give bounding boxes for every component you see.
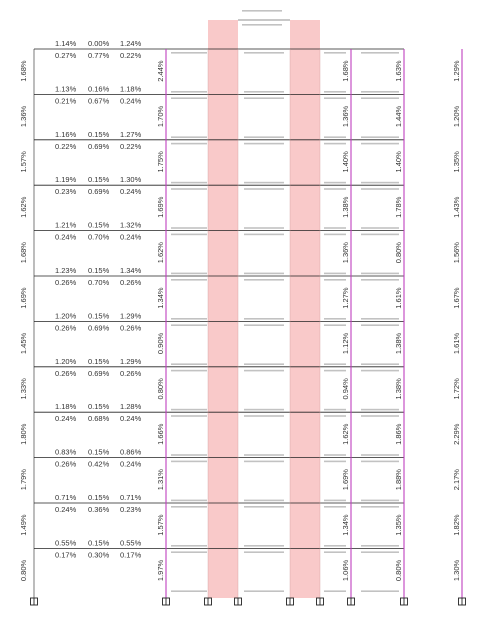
- tiny-annotation: [244, 370, 284, 372]
- tiny-annotation: [324, 279, 346, 281]
- tiny-annotation: [244, 188, 284, 190]
- tiny-annotation: [361, 136, 399, 138]
- column-ratio-mid: 1.75%: [156, 151, 165, 173]
- tiny-annotation: [171, 324, 207, 326]
- column-ratio-left: 1.68%: [19, 60, 28, 82]
- tiny-annotation: [244, 500, 284, 502]
- tiny-annotation: [242, 24, 282, 26]
- tiny-annotation: [361, 545, 399, 547]
- column-ratio-left: 1.33%: [19, 378, 28, 400]
- beam-top-ratio: 1.28%: [120, 402, 142, 412]
- column-ratio-mid: 1.57%: [156, 514, 165, 536]
- column-ratio-far: 1.61%: [452, 332, 461, 355]
- beam-bottom-ratio: 0.26%: [120, 323, 142, 333]
- column-ratio-r1: 1.69%: [341, 469, 350, 491]
- column-ratio-r2: 1.38%: [394, 378, 403, 400]
- beam-bottom-ratio: 0.70%: [88, 278, 110, 287]
- tiny-annotation: [324, 273, 346, 275]
- beam-bottom-ratio: 0.24%: [120, 414, 142, 424]
- tiny-annotation: [324, 227, 346, 229]
- beam-bottom-ratio: 0.24%: [55, 505, 77, 514]
- tiny-annotation: [244, 91, 284, 93]
- column-ratio-left: 1.80%: [19, 423, 28, 445]
- beam-top-ratio: 0.15%: [88, 356, 110, 366]
- tiny-annotation: [324, 454, 346, 456]
- column-ratio-r2: 1.63%: [394, 60, 403, 82]
- tiny-annotation: [244, 409, 284, 411]
- column-ratio-r2: 1.38%: [394, 332, 403, 355]
- tiny-annotation: [244, 279, 284, 281]
- beam-top-ratio: 1.19%: [55, 175, 77, 185]
- tiny-annotation: [244, 234, 284, 236]
- column-ratio-r1: 1.68%: [341, 60, 350, 82]
- column-ratio-r2: 1.35%: [394, 514, 403, 536]
- beam-bottom-ratio: 0.30%: [88, 550, 110, 560]
- small-annotations: [171, 10, 399, 592]
- tiny-annotation: [244, 273, 284, 275]
- beam-top-ratio: 0.15%: [88, 447, 110, 457]
- beam-top-ratio: 1.13%: [55, 84, 77, 94]
- tiny-annotation: [171, 415, 207, 417]
- column-ratio-r2: 1.61%: [394, 287, 403, 309]
- tiny-annotation: [244, 454, 284, 456]
- beam-bottom-ratio: 0.22%: [120, 51, 142, 60]
- tiny-annotation: [324, 324, 346, 326]
- tiny-annotation: [361, 551, 399, 553]
- tiny-annotation: [244, 415, 284, 417]
- tiny-annotation: [324, 318, 346, 320]
- column-ratio-r2: 1.86%: [394, 423, 403, 445]
- tiny-annotation: [171, 409, 207, 411]
- tiny-annotation: [324, 363, 346, 365]
- tiny-annotation: [361, 318, 399, 320]
- tiny-annotation: [171, 136, 207, 138]
- tiny-annotation: [361, 415, 399, 417]
- column-ratio-mid: 1.66%: [156, 423, 165, 445]
- column-ratio-r1: 1.36%: [341, 242, 350, 264]
- tiny-annotation: [244, 551, 284, 553]
- tiny-annotation: [244, 545, 284, 547]
- beam-bottom-ratio: 0.42%: [88, 459, 110, 469]
- tiny-annotation: [171, 318, 207, 320]
- beam-bottom-ratio: 0.26%: [55, 323, 77, 333]
- column-ratio-r1: 1.40%: [341, 151, 350, 173]
- column-ratio-far: 1.35%: [452, 151, 461, 173]
- tiny-annotation: [171, 279, 207, 281]
- column-ratio-r1: 1.34%: [341, 514, 350, 536]
- tiny-annotation: [361, 273, 399, 275]
- column-ratio-far: 1.30%: [452, 559, 461, 582]
- beam-bottom-ratio: 0.17%: [120, 550, 142, 560]
- column-ratio-r2: 1.78%: [394, 196, 403, 218]
- beam-top-ratio: 0.15%: [88, 311, 110, 321]
- tiny-annotation: [171, 363, 207, 365]
- tiny-annotation: [324, 551, 346, 553]
- beam-top-ratio: 0.71%: [120, 493, 142, 502]
- column-ratio-far: 1.20%: [452, 105, 461, 128]
- tiny-annotation: [171, 273, 207, 275]
- column-ratio-mid: 2.44%: [156, 60, 165, 82]
- beam-bottom-ratio: 0.22%: [55, 141, 77, 151]
- beam-bottom-ratio: 0.36%: [88, 505, 110, 514]
- beam-bottom-ratio: 0.24%: [120, 459, 142, 469]
- tiny-annotation: [324, 97, 346, 99]
- column-ratio-r1: 1.06%: [341, 559, 350, 582]
- beam-top-ratio: 0.15%: [88, 493, 110, 502]
- beam-top-ratio: 0.15%: [88, 175, 110, 185]
- column-ratio-left: 0.80%: [19, 559, 28, 582]
- tiny-annotation: [244, 52, 284, 54]
- tiny-annotation: [244, 136, 284, 138]
- column-ratio-r1: 1.12%: [341, 332, 350, 355]
- column-ratio-far: 1.29%: [452, 60, 461, 82]
- tiny-annotation: [171, 500, 207, 502]
- beam-top-ratio: 0.15%: [88, 220, 110, 230]
- beam-bottom-ratio: 0.77%: [88, 51, 110, 60]
- beam-bottom-ratio: 0.26%: [55, 368, 77, 378]
- tiny-annotation: [244, 590, 284, 592]
- tiny-annotation: [361, 234, 399, 236]
- tiny-annotation: [361, 227, 399, 229]
- column-ratio-left: 1.57%: [19, 151, 28, 173]
- beam-top-ratio: 1.29%: [120, 311, 142, 321]
- shaded-bay: [290, 20, 320, 598]
- column-ratio-left: 1.45%: [19, 332, 28, 355]
- tiny-annotation: [171, 97, 207, 99]
- column-ratio-far: 1.72%: [452, 378, 461, 400]
- tiny-annotation: [171, 227, 207, 229]
- column-ratio-far: 2.29%: [452, 423, 461, 445]
- beam-top-ratio: 0.83%: [55, 447, 77, 457]
- column-ratio-left: 1.69%: [19, 287, 28, 309]
- beam-bottom-ratio: 0.21%: [55, 96, 77, 106]
- column-ratio-far: 1.82%: [452, 514, 461, 536]
- tiny-annotation: [361, 143, 399, 145]
- tiny-annotation: [361, 409, 399, 411]
- tiny-annotation: [324, 91, 346, 93]
- beam-top-ratio: 0.55%: [120, 538, 142, 548]
- tiny-annotation: [324, 506, 346, 508]
- tiny-annotation: [324, 52, 346, 54]
- beam-bottom-ratio: 0.27%: [55, 51, 77, 60]
- column-ratio-r1: 1.38%: [341, 196, 350, 218]
- tiny-annotation: [361, 188, 399, 190]
- tiny-annotation: [324, 143, 346, 145]
- beam-bottom-ratio: 0.23%: [120, 505, 142, 514]
- tiny-annotation: [244, 318, 284, 320]
- column-ratio-r1: 1.27%: [341, 287, 350, 309]
- column-ratio-r1: 1.36%: [341, 105, 350, 128]
- beam-top-ratio: 1.16%: [55, 129, 77, 139]
- tiny-annotation: [171, 52, 207, 54]
- tiny-annotation: [244, 324, 284, 326]
- tiny-annotation: [244, 363, 284, 365]
- column-ratio-r2: 1.44%: [394, 105, 403, 128]
- beam-top-ratio: 1.14%: [55, 39, 77, 48]
- beam-top-ratio: 1.29%: [120, 356, 142, 366]
- beam-top-ratio: 0.55%: [55, 538, 77, 548]
- beam-top-ratio: 1.18%: [55, 402, 77, 412]
- column-ratio-left: 1.62%: [19, 196, 28, 218]
- column-ratio-far: 1.67%: [452, 287, 461, 309]
- tiny-annotation: [324, 415, 346, 417]
- tiny-annotation: [171, 143, 207, 145]
- tiny-annotation: [171, 234, 207, 236]
- beam-top-ratio: 1.24%: [120, 39, 142, 48]
- column-ratio-left: 1.36%: [19, 105, 29, 128]
- beam-top-ratio: 1.20%: [55, 311, 77, 321]
- beam-top-ratio: 1.23%: [55, 266, 77, 275]
- tiny-annotation: [171, 461, 207, 463]
- tiny-annotation: [242, 10, 282, 12]
- beam-top-ratio: 1.32%: [120, 220, 142, 230]
- tiny-annotation: [171, 188, 207, 190]
- tiny-annotation: [171, 545, 207, 547]
- beam-top-ratio: 0.71%: [55, 493, 77, 502]
- column-ratio-mid: 1.69%: [156, 196, 165, 218]
- column-ratio-left: 1.68%: [19, 242, 28, 264]
- beam-bottom-ratio: 0.17%: [55, 550, 77, 560]
- tiny-annotation: [171, 91, 207, 93]
- shaded-bays: [208, 20, 320, 598]
- beam-bottom-ratio: 0.22%: [120, 141, 142, 151]
- beam-top-ratio: 1.30%: [120, 175, 142, 185]
- tiny-annotation: [361, 182, 399, 184]
- beam-bottom-ratio: 0.26%: [55, 278, 77, 287]
- supports: [31, 598, 466, 605]
- tiny-annotation: [361, 279, 399, 281]
- beam-bottom-ratio: 0.26%: [120, 368, 142, 378]
- tiny-annotation: [324, 182, 346, 184]
- tiny-annotation: [324, 590, 346, 592]
- column-ratio-r2: 0.80%: [394, 242, 403, 264]
- tiny-annotation: [324, 461, 346, 463]
- beam-bottom-ratio: 0.68%: [88, 414, 110, 424]
- beam-bottom-ratio: 0.67%: [88, 96, 110, 106]
- tiny-annotation: [244, 227, 284, 229]
- column-ratio-mid: 0.80%: [156, 378, 165, 400]
- beam-bottom-ratio: 0.24%: [120, 96, 142, 106]
- beam-bottom-ratio: 0.24%: [120, 232, 142, 242]
- beam-top-ratio: 0.15%: [88, 129, 110, 139]
- column-ratio-r2: 1.40%: [394, 151, 403, 173]
- column-ratio-r2: 1.88%: [394, 469, 403, 491]
- tiny-annotation: [361, 461, 399, 463]
- column-ratio-r1: 1.62%: [341, 423, 350, 445]
- beam-top-ratio: 1.20%: [55, 356, 77, 366]
- beam-bottom-ratio: 0.24%: [120, 187, 142, 197]
- beam-bottom-ratio: 0.69%: [88, 323, 110, 333]
- beam-top-ratio: 1.27%: [120, 129, 142, 139]
- tiny-annotation: [324, 188, 346, 190]
- beam-top-ratio: 0.86%: [120, 447, 142, 457]
- tiny-annotation: [324, 370, 346, 372]
- tiny-annotation: [361, 500, 399, 502]
- tiny-annotation: [244, 143, 284, 145]
- tiny-annotation: [361, 52, 399, 54]
- beam-top-ratio: 1.34%: [120, 266, 142, 275]
- beam-top-ratio: 1.21%: [55, 220, 77, 230]
- tiny-annotation: [324, 500, 346, 502]
- column-ratio-r1: 0.94%: [341, 378, 350, 400]
- column-ratio-mid: 1.97%: [156, 559, 165, 582]
- tiny-annotation: [171, 590, 207, 592]
- tiny-annotation: [324, 409, 346, 411]
- beam-top-ratio: 0.00%: [88, 39, 110, 48]
- beam-bottom-ratio: 0.26%: [55, 459, 77, 469]
- beam-bottom-ratio: 0.69%: [88, 187, 110, 197]
- tiny-annotation: [361, 363, 399, 365]
- column-ratio-mid: 1.34%: [156, 287, 165, 309]
- beam-top-ratio: 0.15%: [88, 538, 110, 548]
- tiny-annotation: [361, 506, 399, 508]
- column-ratio-far: 2.17%: [452, 469, 461, 491]
- beam-bottom-ratio: 0.24%: [55, 232, 77, 242]
- tiny-annotation: [361, 590, 399, 592]
- column-ratio-mid: 1.31%: [156, 469, 165, 491]
- column-ratio-mid: 0.90%: [156, 332, 165, 355]
- tiny-annotation: [171, 182, 207, 184]
- tiny-annotation: [361, 454, 399, 456]
- beam-top-ratio: 0.15%: [88, 266, 110, 275]
- tiny-annotation: [171, 370, 207, 372]
- tiny-annotation: [361, 91, 399, 93]
- tiny-annotation: [244, 461, 284, 463]
- beam-bottom-ratio: 0.26%: [120, 278, 142, 287]
- column-ratio-far: 1.43%: [452, 196, 461, 218]
- tiny-annotation: [324, 545, 346, 547]
- tiny-annotation: [244, 182, 284, 184]
- column-ratio-left: 1.49%: [19, 514, 28, 536]
- beam-bottom-ratio: 0.70%: [88, 232, 110, 242]
- beam-top-ratio: 0.16%: [88, 84, 110, 94]
- tiny-annotation: [171, 551, 207, 553]
- column-ratio-mid: 1.62%: [156, 242, 165, 264]
- column-ratio-left: 1.79%: [19, 469, 28, 491]
- tiny-annotation: [361, 370, 399, 372]
- beam-bottom-ratio: 0.23%: [55, 187, 77, 197]
- beam-bottom-ratio: 0.24%: [55, 414, 77, 424]
- tiny-annotation: [324, 136, 346, 138]
- beam-bottom-ratio: 0.69%: [88, 141, 110, 151]
- beam-bottom-ratio: 0.69%: [88, 368, 110, 378]
- tiny-annotation: [324, 234, 346, 236]
- column-ratio-mid: 1.70%: [156, 105, 165, 128]
- tiny-annotation: [361, 97, 399, 99]
- tiny-annotation: [171, 454, 207, 456]
- column-ratio-r2: 0.80%: [394, 559, 403, 582]
- beam-top-ratio: 0.15%: [88, 402, 110, 412]
- tiny-annotation: [244, 97, 284, 99]
- shaded-bay: [208, 20, 238, 598]
- beam-top-ratio: 1.18%: [120, 84, 142, 94]
- tiny-annotation: [171, 506, 207, 508]
- tiny-annotation: [244, 506, 284, 508]
- column-ratio-far: 1.56%: [452, 242, 461, 264]
- tiny-annotation: [361, 324, 399, 326]
